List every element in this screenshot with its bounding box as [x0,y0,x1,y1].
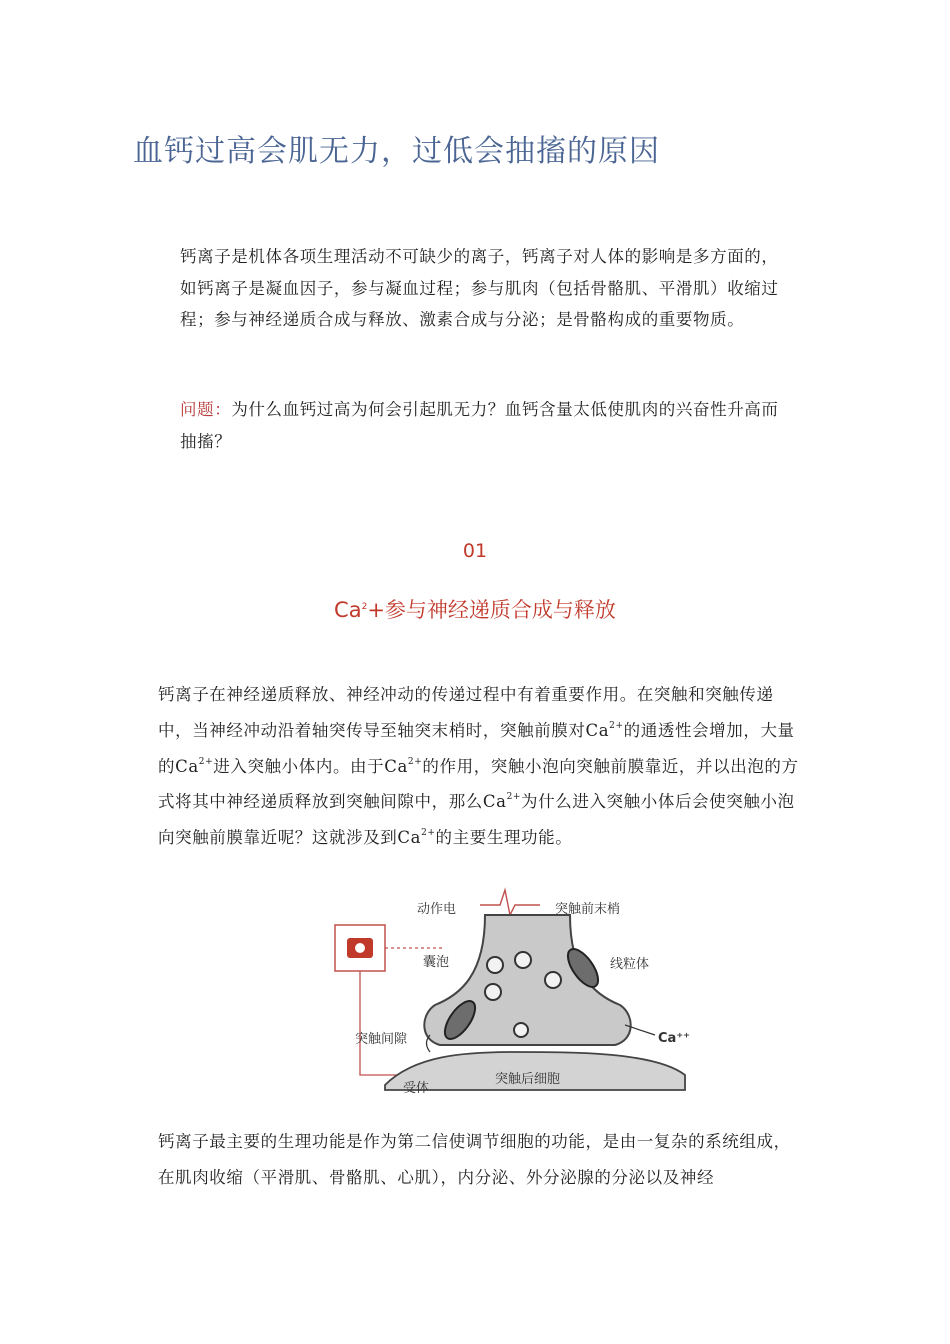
text-run: 进入突触小体内。由于 [213,756,385,776]
text-run: 的作用，突触小泡向突触前膜靠近，并以出泡的方式将其中神经递质释放到突触间隙中，那么 [158,756,799,812]
section-title-ca: Ca [334,598,362,622]
vesicle [487,957,503,973]
section1-paragraph [158,677,803,856]
text-run: 为什么进入突触小体后会使突触小泡向突触前膜靠近呢？这就涉及到 [158,792,795,848]
ca-symbol: Ca [175,756,199,776]
action-potential-trace [480,890,540,915]
page-title: 血钙过高会肌无力，过低会抽搐的原因 [133,134,660,169]
ca-symbol: Ca [397,828,422,848]
question-paragraph [180,394,795,457]
ca-symbol: Ca [482,792,507,812]
label-postsynaptic-cell: 突触后细胞 [495,1072,561,1087]
ca-charge: 2+ [421,828,436,839]
section-number: 01 [462,540,488,562]
text-run: 的通透性会增加，大量的 [158,720,795,776]
label-action-potential: 动作电 [417,902,457,917]
ca-charge: 2+ [506,792,522,803]
question-text: 为什么血钙过高为何会引起肌无力？血钙含量太低使肌肉的兴奋性升高而抽搐？ [180,400,779,451]
ca-charge: 2+ [407,756,423,767]
label-receptor: 受体 [403,1081,430,1096]
ca-charge: 2+ [198,756,214,767]
label-mitochondria: 线粒体 [610,957,650,972]
section-title-sup: 2 [361,602,368,612]
ca-symbol: Ca [585,720,610,740]
vesicle-docked [514,1023,528,1037]
electrode-icon-dot [355,943,365,953]
paragraph-2: 钙离子最主要的生理功能是作为第二信使调节细胞的功能，是由一复杂的系统组成，在肌肉收缩（平滑肌、骨骼肌、心肌），内分泌、外分泌腺的分泌以及神经 [158,1132,791,1187]
synapse-diagram [325,880,705,1110]
vesicle [515,952,531,968]
section-title [0,594,950,624]
text-run: 钙离子在神经递质释放、神经冲动的传递过程中有着重要作用。在突触和突触传递中，当神经冲动沿着轴突传导至轴突末梢时，突触前膜对 [158,685,774,740]
intro-paragraph: 钙离子是机体各项生理活动不可缺少的离子，钙离子对人体的影响是多方面的，如钙离子是凝血因子，参与凝血过程；参与肌肉（包括骨骼肌、平滑肌）收缩过程；参与神经递质合成与释放、激素合成与分泌；是骨骼构成的重要物质。 [180,247,779,329]
question-label: 问题： [180,400,232,419]
ca-symbol: Ca [384,756,408,776]
label-synaptic-cleft: 突触间隙 [355,1032,408,1047]
ca-charge: 2+ [609,720,624,731]
label-vesicle: 囊泡 [423,955,450,970]
label-presynaptic-terminal: 突触前末梢 [555,902,621,917]
vesicle [485,984,501,1000]
text-run: 的主要生理功能。 [435,828,573,848]
section-title-rest: +参与神经递质合成与释放 [367,598,616,622]
label-ca: Ca⁺⁺ [658,1031,691,1046]
vesicle [545,972,561,988]
